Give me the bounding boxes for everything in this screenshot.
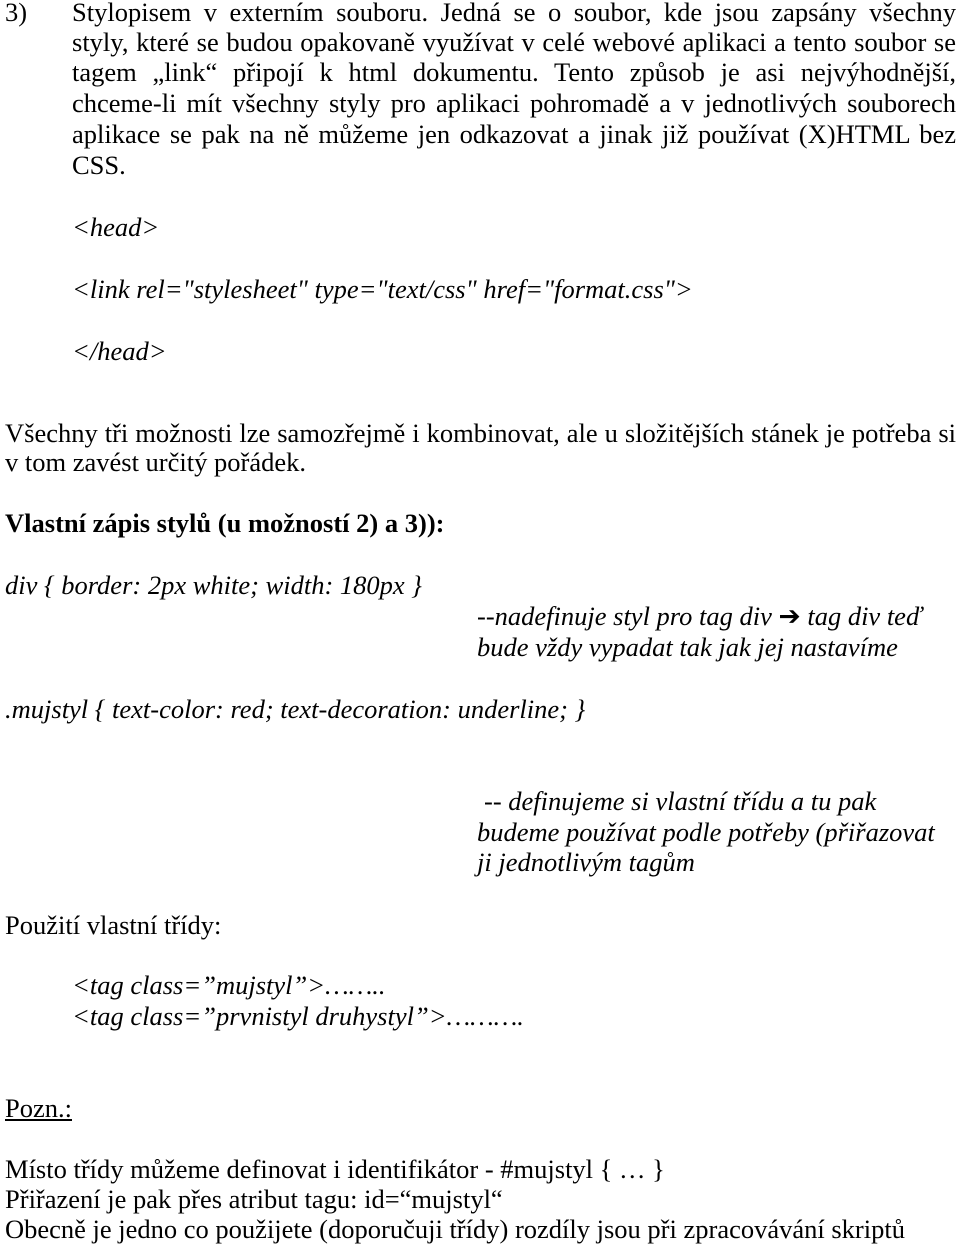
usage-example: <tag class=”prvnistyl druhystyl”>………. xyxy=(72,1001,524,1031)
paragraph-line: Stylopisem v externím souboru. Jedná se o soubor, kde jsou zapsány všechny xyxy=(72,0,956,27)
code-comment: --nadefinuje styl pro tag div ➔ tag div teď xyxy=(477,601,923,631)
code-comment: bude vždy vypadat tak jak jej nastavíme xyxy=(477,632,898,662)
note-line: Přiřazení je pak přes atribut tagu: id=“mujstyl“ xyxy=(5,1184,503,1214)
code-line: <head> xyxy=(72,212,160,242)
paragraph-line: Všechny tři možnosti lze samozřejmě i kombinovat, ale u složitějších stánek je potřeba si xyxy=(5,418,956,448)
paragraph-line: aplikace se pak na ně můžeme jen odkazovat a jinak již používat (X)HTML bez xyxy=(72,119,956,149)
note-line: Místo třídy můžeme definovat i identifikátor - #mujstyl { … } xyxy=(5,1154,665,1184)
paragraph-line: styly, které se budou opakovaně využívat v celé webové aplikaci a tento soubor se xyxy=(72,27,956,57)
css-rule-class: .mujstyl { text-color: red; text-decoration: underline; } xyxy=(5,694,586,724)
note-label: Pozn.: xyxy=(5,1093,72,1123)
item-number: 3) xyxy=(5,0,28,27)
paragraph-line: chceme-li mít všechny styly pro aplikaci pohromadě a v jednotlivých souborech xyxy=(72,88,956,118)
code-line: </head> xyxy=(72,336,167,366)
section-heading: Vlastní zápis stylů (u možností 2) a 3)): xyxy=(5,508,445,538)
code-line: <link rel="stylesheet" type="text/css" href="format.css"> xyxy=(72,274,693,304)
paragraph-line: v tom zavést určitý pořádek. xyxy=(5,447,306,477)
note-line: Obecně je jedno co použijete (doporučuji třídy) rozdíly jsou při zpracovávání skriptů xyxy=(5,1214,905,1244)
css-rule-div: div { border: 2px white; width: 180px } xyxy=(5,570,422,600)
paragraph-line: CSS. xyxy=(72,150,126,180)
code-comment: ji jednotlivým tagům xyxy=(477,847,695,877)
code-comment: -- definujeme si vlastní třídu a tu pak xyxy=(484,786,877,816)
code-comment: budeme používat podle potřeby (přiřazovat xyxy=(477,817,935,847)
usage-heading: Použití vlastní třídy: xyxy=(5,910,222,940)
usage-example: <tag class=”mujstyl”>…….. xyxy=(72,970,386,1000)
paragraph-line: tagem „link“ připojí k html dokumentu. Tento způsob je asi nejvýhodnější, xyxy=(72,57,956,87)
